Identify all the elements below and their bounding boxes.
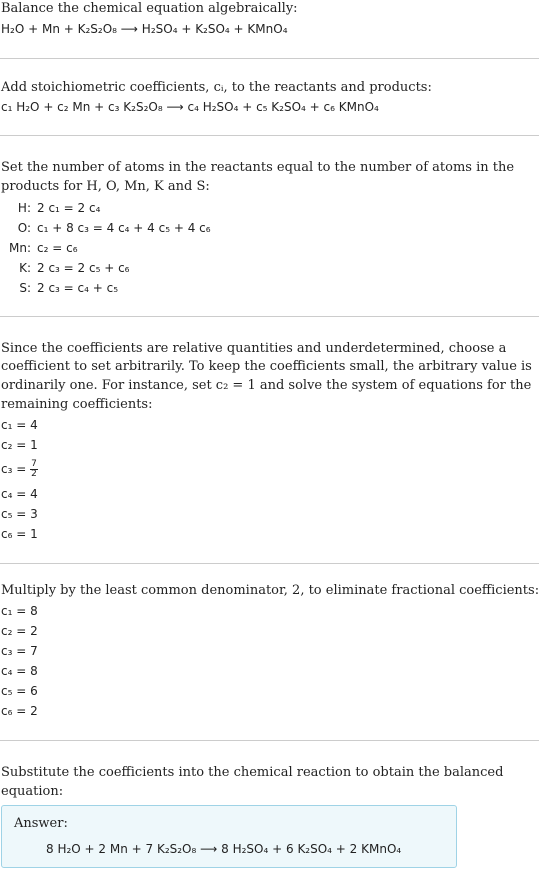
- solution-c2: c₂ = 1: [1, 438, 38, 452]
- coefficients-text: Add stoichiometric coefficients, cᵢ, to the reactants and products:: [1, 80, 432, 95]
- divider: [0, 58, 539, 59]
- integer-c3: c₃ = 7: [1, 644, 38, 658]
- solution-c1: c₁ = 4: [1, 418, 38, 432]
- lcd-text: Multiply by the least common denominator, 2, to eliminate fractional coefficients:: [1, 583, 539, 598]
- solve-text-1: Since the coefficients are relative quantities and underdetermined, choose a: [1, 341, 507, 356]
- divider: [0, 135, 539, 136]
- integer-c4: c₄ = 8: [1, 664, 38, 678]
- system-row-h: H: 2 c₁ = 2 c₄: [17, 201, 101, 215]
- solve-text-4: remaining coefficients:: [1, 397, 153, 412]
- divider: [0, 740, 539, 741]
- integer-c2: c₂ = 2: [1, 624, 38, 638]
- system-row-o: O: c₁ + 8 c₃ = 4 c₄ + 4 c₅ + 4 c₆: [17, 221, 211, 235]
- unbalanced-equation: H₂O + Mn + K₂S₂O₈ ⟶ H₂SO₄ + K₂SO₄ + KMnO₄: [1, 22, 288, 36]
- solution-c3: c₃ = $\frac{7}{2}$: [1, 459, 37, 479]
- integer-c6: c₆ = 2: [1, 704, 38, 718]
- intro-text: Balance the chemical equation algebraically:: [1, 1, 298, 16]
- solve-text-2: coefficient to set arbitrarily. To keep the coefficients small, the arbitrary value is: [1, 359, 532, 374]
- answer-box: [1, 805, 457, 868]
- divider: [0, 563, 539, 564]
- solution-c6: c₆ = 1: [1, 527, 38, 541]
- atom-balance-text-2: products for H, O, Mn, K and S:: [1, 179, 210, 194]
- fraction: $\frac{7}{2}$: [31, 459, 37, 479]
- integer-c5: c₅ = 6: [1, 684, 38, 698]
- substitute-text-2: equation:: [1, 784, 64, 799]
- system-row-s: S: 2 c₃ = c₄ + c₅: [19, 281, 119, 295]
- solve-text-3: ordinarily one. For instance, set c₂ = 1 and solve the system of equations for the: [1, 378, 532, 393]
- system-row-mn: Mn: c₂ = c₆: [8, 241, 78, 255]
- solution-c4: c₄ = 4: [1, 487, 38, 501]
- integer-c1: c₁ = 8: [1, 604, 38, 618]
- atom-balance-text-1: Set the number of atoms in the reactants equal to the number of atoms in the: [1, 160, 515, 175]
- solution-c5: c₅ = 3: [1, 507, 38, 521]
- divider: [0, 316, 539, 317]
- system-row-k: K: 2 c₃ = 2 c₅ + c₆: [19, 261, 130, 275]
- coefficient-equation: c₁ H₂O + c₂ Mn + c₃ K₂S₂O₈ ⟶ c₄ H₂SO₄ + c₅ K₂SO₄ + c₆ KMnO₄: [1, 100, 379, 114]
- balanced-equation: 8 H₂O + 2 Mn + 7 K₂S₂O₈ ⟶ 8 H₂SO₄ + 6 K₂SO₄ + 2 KMnO₄: [46, 842, 402, 856]
- substitute-text-1: Substitute the coefficients into the chemical reaction to obtain the balanced: [1, 765, 504, 780]
- answer-label: Answer:: [14, 816, 68, 831]
